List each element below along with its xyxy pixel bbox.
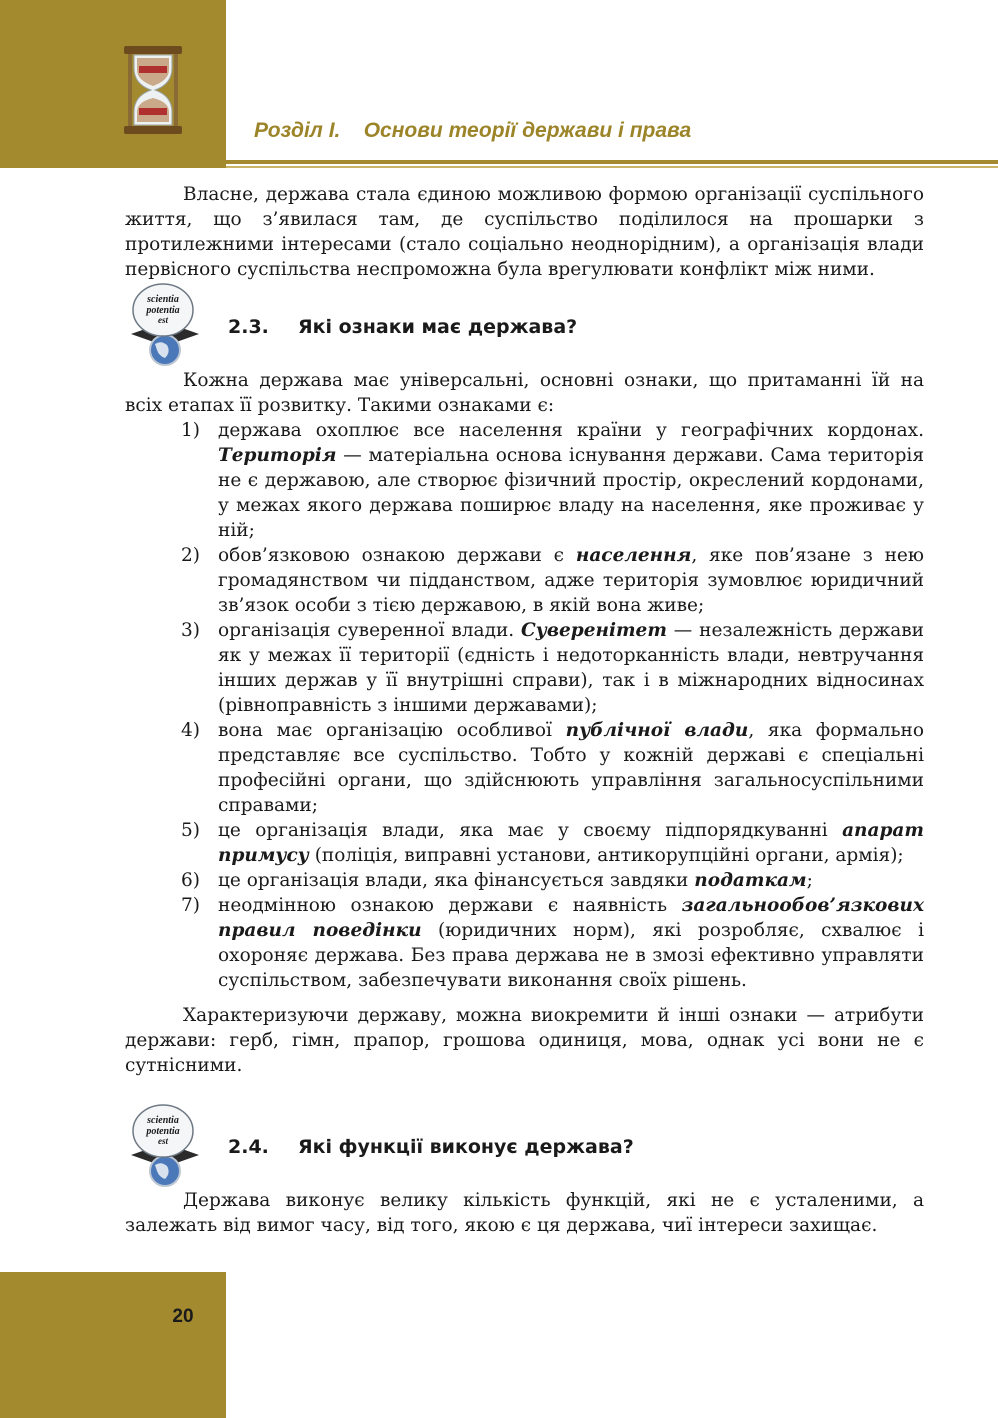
badge-line3: est xyxy=(158,315,168,325)
scientia-badge-icon xyxy=(125,1103,203,1189)
item-term: загальнообов’язкових правил поведінки xyxy=(218,895,924,941)
item-text: держава охоплює все населення країни у географічних кордонах. xyxy=(218,420,924,441)
item-number: 7) xyxy=(181,895,200,916)
header-rule-thin xyxy=(226,166,998,168)
section-lead: Держава виконує велику кількість функцій, які не є усталеними, а залежать від вимог часу, від того, якою є ця держава, чиї інтереси захищає. xyxy=(125,1190,924,1236)
badge-line1: scientia xyxy=(147,294,179,305)
item-text: вона має організацію особливої xyxy=(218,720,566,741)
item-text: це організація влади, яка має у своєму підпорядкуванні xyxy=(218,820,843,841)
section-heading-2-4 xyxy=(228,1136,634,1158)
item-text: організація суверенної влади. xyxy=(218,620,522,641)
item-number: 1) xyxy=(181,420,200,441)
list-item xyxy=(125,543,924,618)
item-number: 2) xyxy=(181,545,200,566)
section-title: Які ознаки має держава? xyxy=(298,316,578,338)
item-text: (юридичних норм), які розробляє, схвалює і охороняє держава. Без права держава не в змозі ефективно управляти суспільством, забезпечувати виконання своїх рішень. xyxy=(218,920,925,991)
item-term: Суверенітет xyxy=(521,620,667,641)
badge-line3: est xyxy=(158,1136,168,1146)
header-rule xyxy=(226,160,998,164)
features-list xyxy=(125,418,924,993)
item-text: — незалежність держави як у межах її території (єдність і недоторканність влади, невтручання інших держав у її внутрішні справи), так і в міжнародних відносинах (рівноправність з іншими державами); xyxy=(218,620,924,716)
item-number: 5) xyxy=(181,820,200,841)
list-item xyxy=(125,818,924,868)
item-number: 3) xyxy=(181,620,200,641)
section-number: 2.3. xyxy=(228,316,269,338)
intro-paragraph: Власне, держава стала єдиною можливою формою організації суспільного життя, що з’явилася там, де суспільство поділилося на прошарки з протилежними інтересами (стало соціально неоднорідним), а організація влади первісного суспільства неспроможна була врегулювати конфлікт між ними. xyxy=(125,184,924,280)
closing-paragraph: Характеризуючи державу, можна виокремити й інші ознаки — атрибути держави: герб, гімн, прапор, грошова одиниця, мова, однак усі вони не є сутнісними. xyxy=(125,1005,924,1076)
item-text: це організація влади, яка фінансується завдяки xyxy=(218,870,695,891)
item-text: , яка формально представляє все суспільство. Тобто у кожній державі є спеціальні професійні органи, що здійснюють управління загальносуспільними справами; xyxy=(218,720,924,816)
item-text: обов’язковою ознакою держави є xyxy=(218,545,576,566)
list-item xyxy=(125,618,924,718)
closing-text xyxy=(125,1003,924,1078)
item-text: , яке пов’язане з нею громадянством чи підданством, адже територія зумовлює юридичний зв’язок особи з тією державою, в якій вона живе; xyxy=(218,545,924,616)
intro-text xyxy=(125,182,924,282)
badge-line1: scientia xyxy=(147,1115,179,1126)
page-number: 20 xyxy=(172,1306,194,1327)
list-item xyxy=(125,418,924,543)
item-text: ; xyxy=(806,870,813,891)
list-item xyxy=(125,718,924,818)
section-number: 2.4. xyxy=(228,1136,269,1158)
header-side-block xyxy=(0,0,226,168)
item-text: — матеріальна основа існування держави. Сама територія не є державою, але створює фізичний простір, окреслений кордонами, у межах якого держава поширює владу на населення, яке проживає у ній; xyxy=(218,445,924,541)
footer-side-block xyxy=(0,1272,226,1418)
item-text: (поліція, виправні установи, антикорупційні органи, армія); xyxy=(308,845,904,866)
item-term: податкам xyxy=(694,870,807,891)
hourglass-icon xyxy=(122,46,184,134)
badge-line2: potentia xyxy=(146,305,180,316)
list-item xyxy=(125,868,924,893)
list-item xyxy=(125,893,924,993)
item-term: апарат примусу xyxy=(218,820,924,866)
item-term: Територія xyxy=(218,445,337,466)
scientia-badge-icon xyxy=(125,282,203,368)
item-term: публічної влади xyxy=(565,720,749,741)
item-number: 4) xyxy=(181,720,200,741)
item-term: населення xyxy=(575,545,692,566)
item-text: неодмінною ознакою держави є наявність xyxy=(218,895,682,916)
badge-line2: potentia xyxy=(146,1126,180,1137)
section-lead: Кожна держава має універсальні, основні ознаки, що притаманні їй на всіх етапах її розвитку. Такими ознаками є: xyxy=(125,370,924,416)
section-2-4-body xyxy=(125,1188,924,1238)
section-title: Які функції виконує держава? xyxy=(298,1136,634,1158)
item-number: 6) xyxy=(181,870,200,891)
section-2-3-body xyxy=(125,368,924,993)
chapter-title: Розділ І. Основи теорії держави і права xyxy=(254,119,692,142)
section-heading-2-3 xyxy=(228,316,577,338)
